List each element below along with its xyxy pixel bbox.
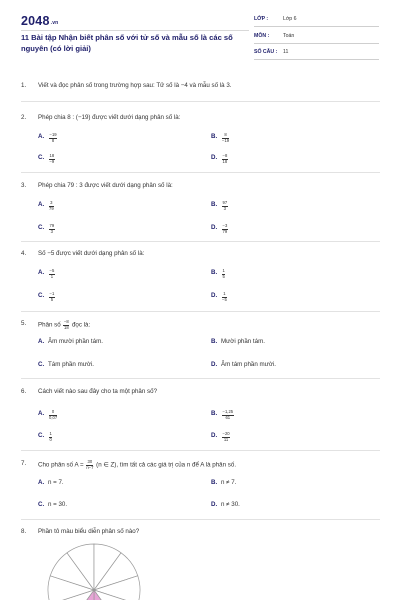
question-divider [21, 519, 380, 520]
meta-class: LỚP : Lớp 6 [254, 14, 379, 27]
worksheet-title: 11 Bài tập Nhận biết phân số với tử số và mẫu số là các số nguyên (có lời giải) [21, 33, 233, 53]
worksheet-header [0, 0, 400, 80]
question-divider [21, 172, 380, 173]
question-divider [21, 241, 380, 242]
site-logo[interactable]: 2048.vn [21, 14, 59, 28]
fraction-circle-figure [38, 540, 158, 600]
header-rule [21, 30, 249, 31]
meta-subject: MÔN : Toán [254, 31, 379, 44]
meta-question-count: SỐ CÂU : 11 [254, 47, 379, 60]
question-divider [21, 450, 380, 451]
question-divider [21, 311, 380, 312]
question-divider [21, 378, 380, 379]
question-divider [21, 101, 380, 102]
